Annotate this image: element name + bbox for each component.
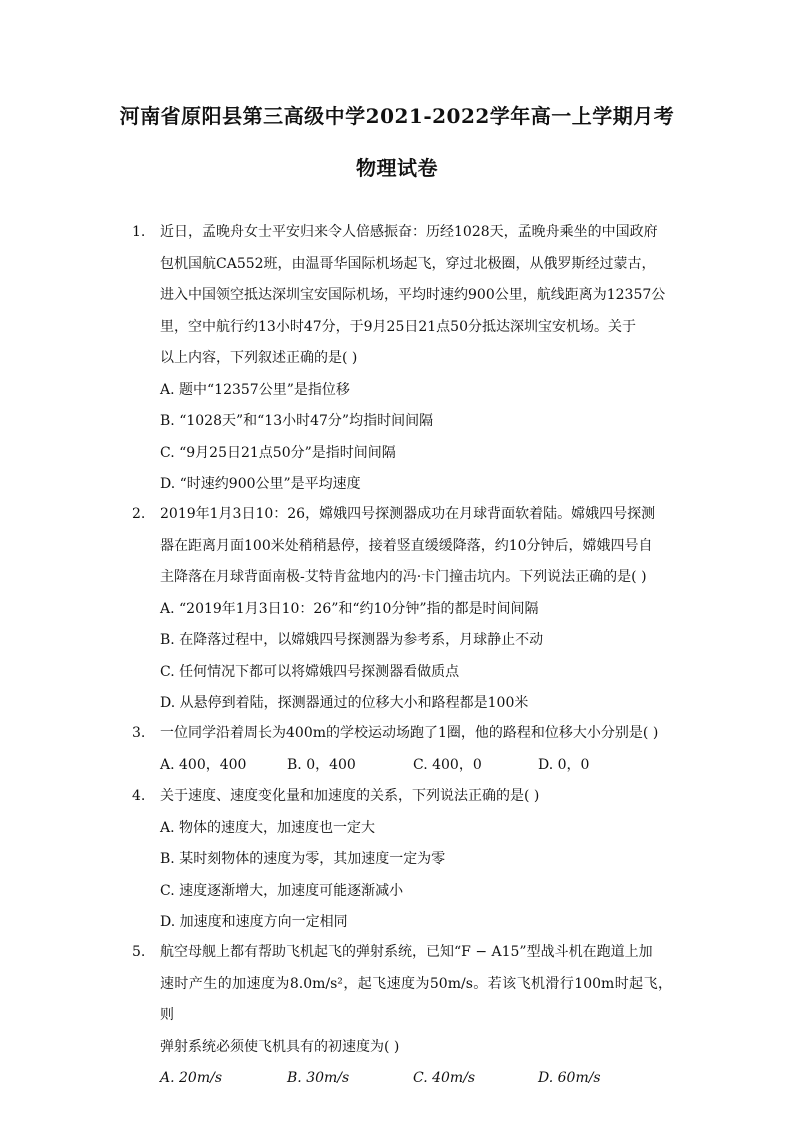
- option-d: D. 0，0: [538, 756, 590, 773]
- question-stem: [160, 217, 672, 375]
- option-d: D. 加速度和速度方向一定相同: [160, 914, 348, 930]
- question-number: 4.: [132, 788, 146, 804]
- option-c: C. 速度逐渐增大，加速度可能逐渐减小: [160, 882, 404, 899]
- option-a: A. “2019年1月3日10：26”和“约10分钟”指的都是时间间隔: [160, 600, 539, 617]
- question-stem: [160, 781, 672, 813]
- option-b: B. 30m/s: [287, 1070, 350, 1086]
- question-1: [132, 217, 672, 501]
- stem-line: 航空母舰上都有帮助飞机起飞的弹射系统，已知“F − A15”型战斗机在跑道上加: [160, 944, 653, 960]
- option-b: B. 0，400: [287, 756, 356, 773]
- question-3: [132, 718, 672, 781]
- option-a: A. 400，400: [160, 756, 247, 773]
- option-b: B. 在降落过程中，以嫦娥四号探测器为参考系，月球静止不动: [160, 632, 544, 648]
- stem-line: 速时产生的加速度为8.0m/s²，起飞速度为50m/s。若该飞机滑行100m时起飞，则: [160, 975, 672, 1023]
- option-b: B. 某时刻物体的速度为零，其加速度一定为零: [160, 851, 446, 867]
- stem-line: 器在距离月面100米处稍稍悬停，接着竖直缓缓降落，约10分钟后，嫦娥四号自: [160, 537, 653, 554]
- question-number: 1.: [132, 224, 146, 240]
- question-5: [132, 937, 672, 1095]
- option-c: C. 任何情况下都可以将嫦娥四号探测器看做质点: [160, 663, 460, 680]
- stem-line: 2019年1月3日10：26，嫦娥四号探测器成功在月球背面软着陆。嫦娥四号探测: [160, 506, 656, 522]
- option-a: A. 题中“12357公里”是指位移: [160, 381, 350, 398]
- option-c: C. “9月25日21点50分”是指时间间隔: [160, 444, 396, 461]
- stem-line: 弹射系统必须使飞机具有的初速度为( ): [160, 1038, 400, 1055]
- question-number: 5.: [132, 944, 146, 960]
- option-a: A. 物体的速度大，加速度也一定大: [160, 819, 376, 836]
- option-d: D. “时速约900公里”是平均速度: [160, 476, 361, 492]
- question-2: [132, 499, 672, 720]
- option-c: C. 400，0: [413, 756, 482, 773]
- stem-line: 里，空中航行约13小时47分，于9月25日21点50分抵达深圳宝安机场。关于: [160, 318, 636, 335]
- question-stem: [160, 718, 672, 750]
- option-c: C. 40m/s: [413, 1070, 476, 1086]
- exam-title-line2: 物理试卷: [356, 156, 438, 180]
- stem-line: 主降落在月球背面南极-艾特肯盆地内的冯·卡门撞击坑内。下列说法正确的是( ): [160, 569, 647, 585]
- stem-line: 以上内容，下列叙述正确的是( ): [160, 350, 358, 366]
- stem-line: 一位同学沿着周长为400m的学校运动场跑了1圈，他的路程和位移大小分别是( ): [160, 725, 659, 741]
- question-number: 3.: [132, 725, 146, 741]
- stem-line: 近日，孟晚舟女士平安归来令人倍感振奋：历经1028天，孟晚舟乘坐的中国政府: [160, 224, 658, 240]
- question-stem: [160, 499, 672, 594]
- option-row: [160, 1063, 672, 1095]
- option-d: D. 60m/s: [538, 1070, 601, 1086]
- question-number: 2.: [132, 506, 146, 522]
- option-b: B. “1028天”和“13小时47分”均指时间间隔: [160, 413, 434, 429]
- option-row: [160, 750, 672, 782]
- option-d: D. 从悬停到着陆，探测器通过的位移大小和路程都是100米: [160, 695, 529, 711]
- question-4: [132, 781, 672, 939]
- exam-title-line1: 河南省原阳县第三高级中学2021-2022学年高一上学期月考: [119, 104, 675, 128]
- stem-line: 进入中国领空抵达深圳宝安国际机场，平均时速约900公里，航线距离为12357公: [160, 287, 666, 303]
- stem-line: 关于速度、速度变化量和加速度的关系，下列说法正确的是( ): [160, 788, 540, 804]
- question-stem: [160, 937, 672, 1063]
- stem-line: 包机国航CA552班，由温哥华国际机场起飞，穿过北极圈，从俄罗斯经过蒙古，: [160, 255, 656, 272]
- option-a: A. 20m/s: [160, 1070, 223, 1086]
